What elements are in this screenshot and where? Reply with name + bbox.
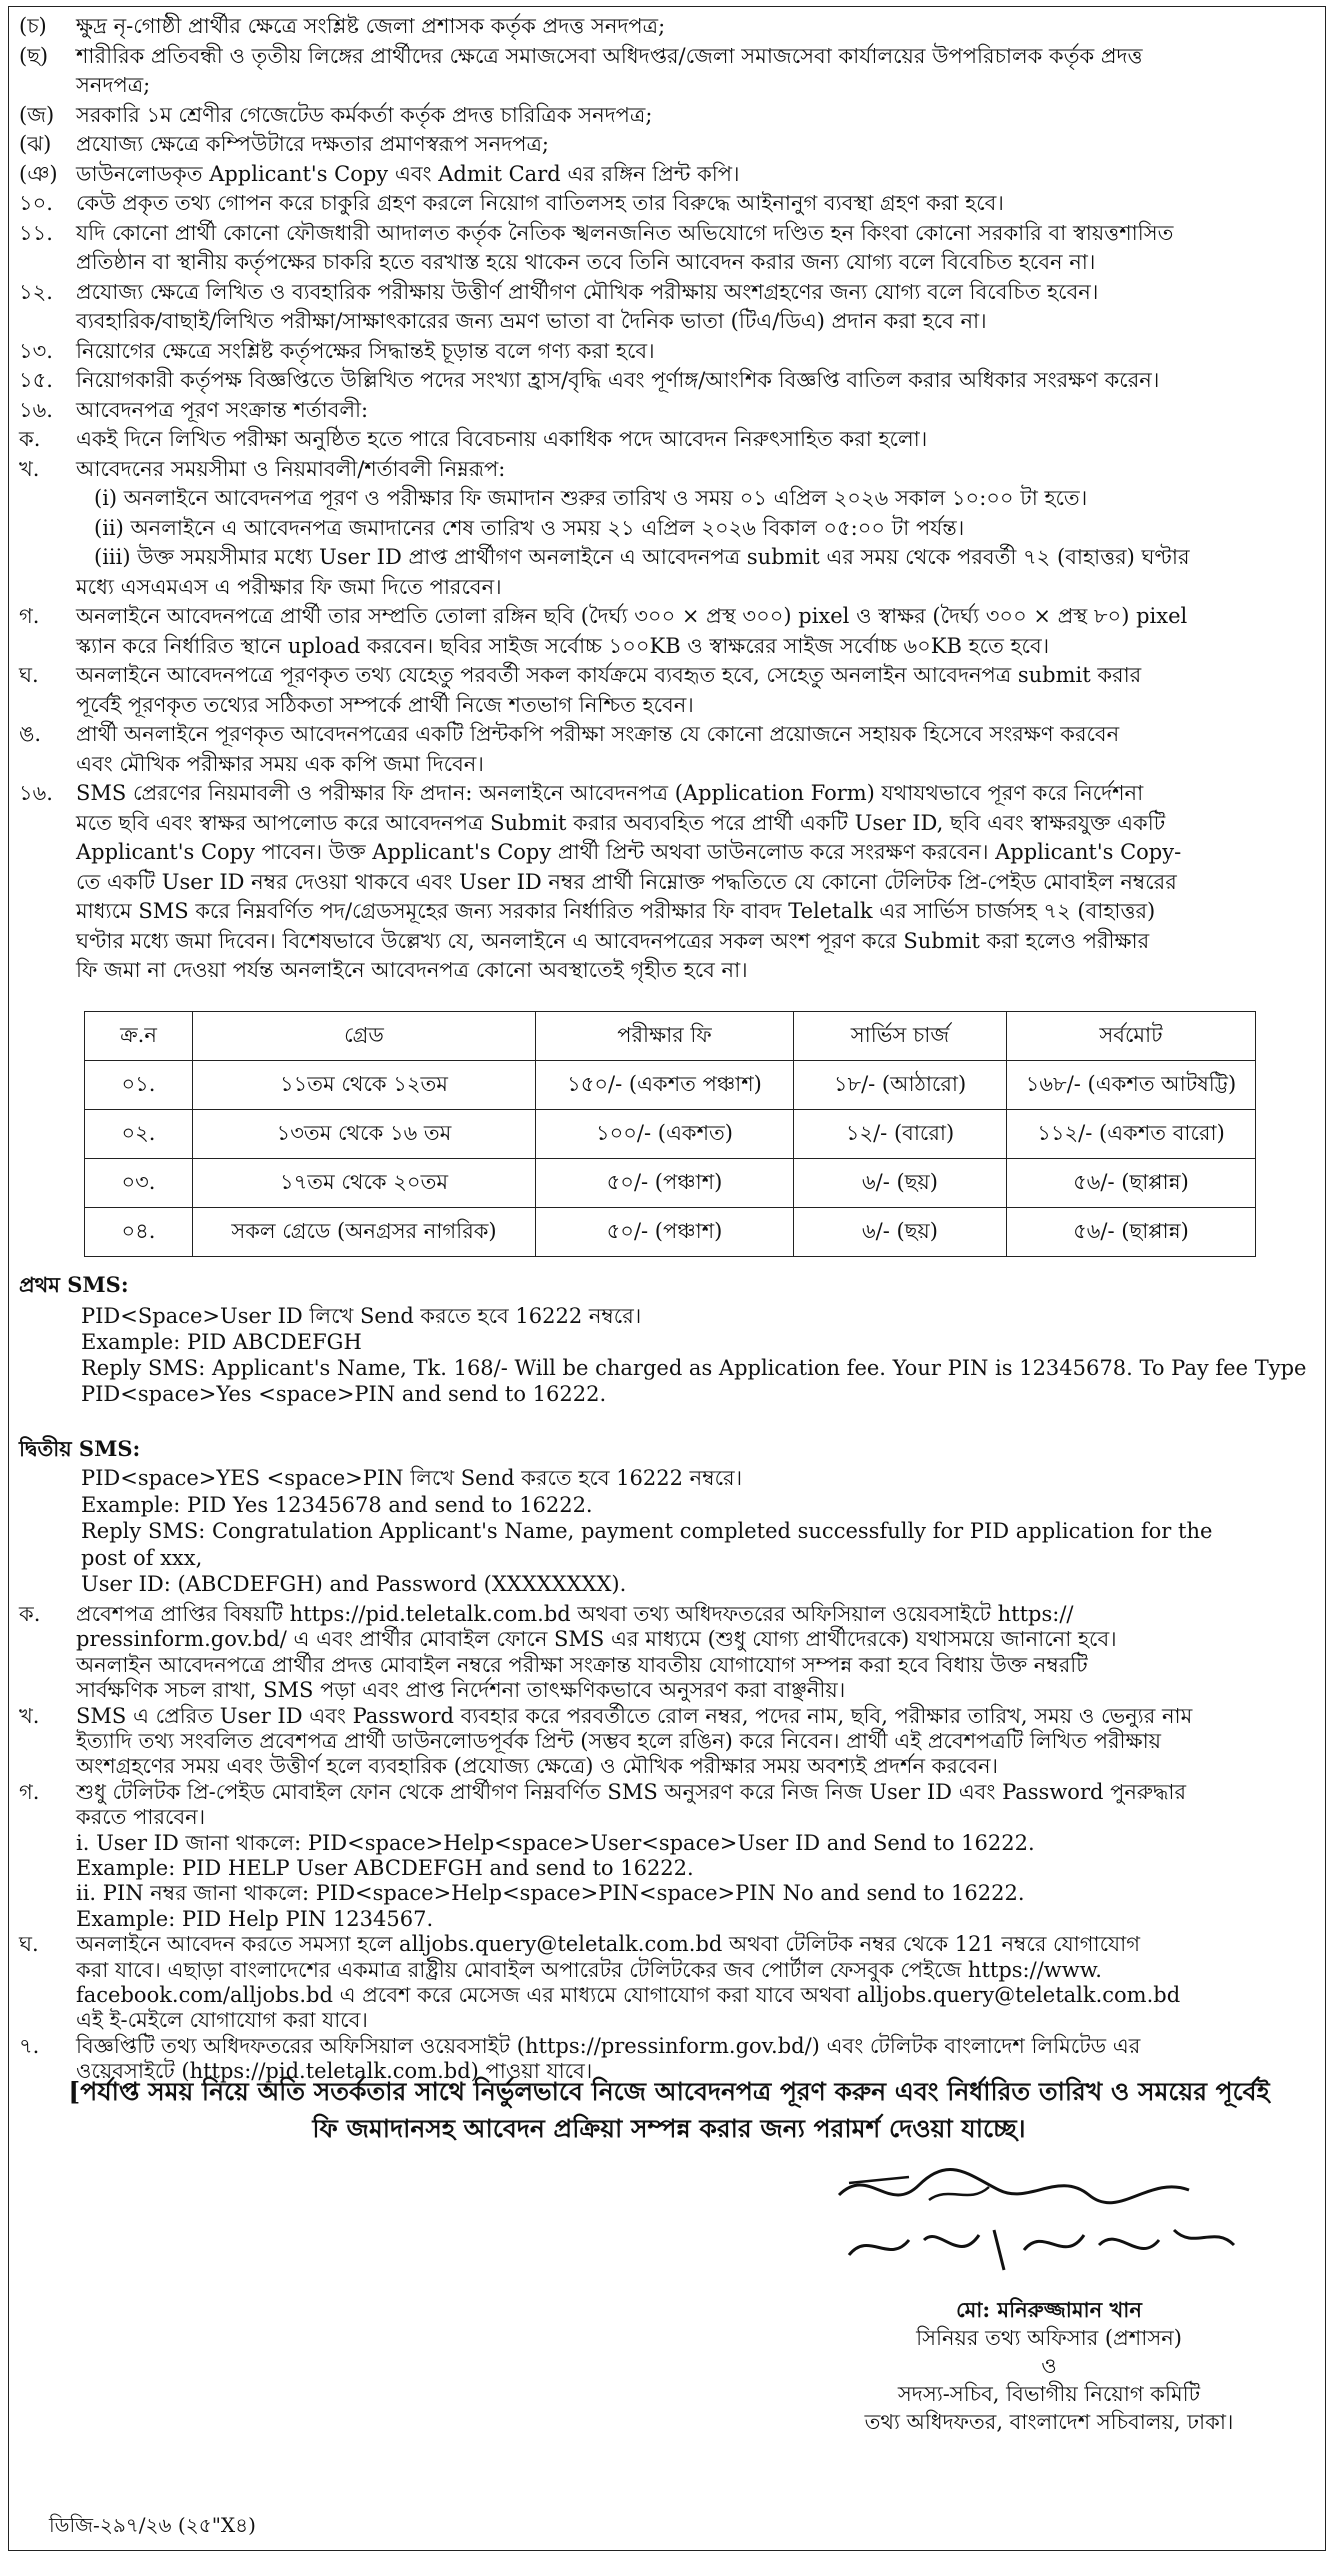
item-marker: ঘ. <box>19 1932 39 1957</box>
item-text: ii. PIN নম্বর জানা থাকলে: PID<space>Help<space>PIN<space>PIN No and send to 16222. <box>76 1881 1025 1906</box>
fee-table-cell: ১৮/- (আঠারো) <box>794 1061 1007 1110</box>
notice-page <box>8 6 1326 2551</box>
item-marker: গ. <box>19 1779 40 1804</box>
fee-table-row <box>85 1110 1256 1159</box>
item-marker: (জ) <box>19 102 55 127</box>
item-text: ক্ষুদ্র নৃ-গোষ্ঠী প্রার্থীর ক্ষেত্রে সংশ্লিষ্ট জেলা প্রশাসক কর্তৃক প্রদত্ত সনদপত্র; <box>76 14 666 38</box>
fee-table-cell: ৫০/- (পঞ্চাশ) <box>536 1208 794 1257</box>
sms-line: PID<space>Yes <space>PIN and send to 16222. <box>81 1382 607 1406</box>
fee-table-cell: ০২. <box>85 1110 193 1159</box>
fee-table <box>84 1011 1256 1257</box>
item-text: পূর্বেই পূরণকৃত তথ্যের সঠিকতা সম্পর্কে প্রার্থী নিজে শতভাগ নিশ্চিত হবেন। <box>76 692 694 717</box>
item-marker: গ. <box>19 604 40 628</box>
fee-table-cell: ১০০/- (একশত) <box>536 1110 794 1159</box>
item-marker: ১২. <box>19 279 53 304</box>
item-marker: খ. <box>19 1703 40 1728</box>
item-text: Applicant's Copy পাবেন। উক্ত Applicant's Copy প্রার্থী প্রিন্ট অথবা ডাউনলোড করে সংরক্ষণ করবেন। Applicant's Copy- <box>76 840 1182 864</box>
item-marker: ১৩. <box>19 338 53 363</box>
item-text: এই ই-মেইলে যোগাযোগ করা যাবে। <box>76 2008 368 2033</box>
item-text: সরকারি ১ম শ্রেণীর গেজেটেড কর্মকর্তা কর্তৃক প্রদত্ত চারিত্রিক সনদপত্র; <box>76 102 653 127</box>
item-marker: (ঝ) <box>19 132 52 156</box>
item-text: ওয়েবসাইটে (https://pid.teletalk.com.bd) পাওয়া যাবে। <box>76 2059 593 2084</box>
fee-table-cell: ১১২/- (একশত বারো) <box>1007 1110 1256 1159</box>
item-text: (ii) অনলাইনে এ আবেদনপত্র জমাদানের শেষ তারিখ ও সময় ২১ এপ্রিল ২০২৬ বিকাল ০৫:০০ টা পর্যন্ত। <box>94 515 965 540</box>
signatory-role: সদস্য-সচিব, বিভাগীয় নিয়োগ কমিটি <box>897 2382 1201 2406</box>
item-marker: ১৫. <box>19 368 53 392</box>
fee-table-row <box>85 1061 1256 1110</box>
handwritten-signature-and-date <box>829 2155 1249 2275</box>
advisory-note-line-2: ফি জমাদানসহ আবেদন প্রক্রিয়া সম্পন্ন করার জন্য পরামর্শ দেওয়া যাচ্ছে। <box>312 2114 1026 2143</box>
item-text: facebook.com/alljobs.bd এ প্রবেশ করে মেসেজ এর মাধ্যমে যোগাযোগ করা যাবে অথবা alljobs.query@teletalk.com.bd <box>76 1983 1181 2007</box>
item-text: ডাউনলোডকৃত Applicant's Copy এবং Admit Card এর রঙ্গিন প্রিন্ট কপি। <box>76 161 740 186</box>
fee-table-cell: ১১তম থেকে ১২তম <box>193 1061 536 1110</box>
item-text: করতে পারবেন। <box>76 1805 206 1830</box>
item-marker: (ঞ) <box>19 161 58 186</box>
item-text: Example: PID Help PIN 1234567. <box>76 1906 434 1931</box>
header-serial: ক্র.ন <box>85 1012 193 1061</box>
item-text: Example: PID HELP User ABCDEFGH and send to 16222. <box>76 1856 694 1880</box>
item-text: SMS এ প্রেরিত User ID এবং Password ব্যবহার করে পরবর্তীতে রোল নম্বর, পদের নাম, ছবি, পরীক্ষার তারিখ, সময় ও ভেন্যুর নাম <box>76 1703 1193 1728</box>
item-text: নিয়োগকারী কর্তৃপক্ষ বিজ্ঞপ্তিতে উল্লিখিত পদের সংখ্যা হ্রাস/বৃদ্ধি এবং পূর্ণাঙ্গ/আংশিক বিজ্ঞপ্তি বাতিল করার অধিকার সংরক্ষণ করেন। <box>76 368 1160 392</box>
item-text: (iii) উক্ত সময়সীমার মধ্যে User ID প্রাপ্ত প্রার্থীগণ অনলাইনে এ আবেদনপত্র submit এর সময় থেকে পরবর্তী ৭২ (বাহাত্তর) ঘণ্টার <box>94 545 1190 569</box>
fee-table-cell: ৬/- (ছয়) <box>794 1208 1007 1257</box>
fee-table-cell: ৬/- (ছয়) <box>794 1159 1007 1208</box>
item-text: অনলাইন আবেদনপত্রে প্রার্থীর প্রদত্ত মোবাইল নম্বরে পরীক্ষা সংক্রান্ত যাবতীয় যোগাযোগ সম্পন্ন করা হবে বিধায় উক্ত নম্বরটি <box>76 1652 1088 1677</box>
item-text: i. User ID জানা থাকলে: PID<space>Help<space>User<space>User ID and Send to 16222. <box>76 1830 1035 1855</box>
sms-line: User ID: (ABCDEFGH) and Password (XXXXXXXX). <box>81 1572 627 1596</box>
item-text: করা যাবে। এছাড়া বাংলাদেশের একমাত্র রাষ্ট্রীয় মোবাইল অপারেটর টেলিটকের জব পোর্টাল ফেসবুক পেইজে https://www. <box>76 1957 1102 1982</box>
sms-line: Reply SMS: Applicant's Name, Tk. 168/- Will be charged as Application fee. Your PIN is 12345678. To Pay fee Type <box>81 1356 1307 1380</box>
signatory-office: তথ্য অধিদফতর, বাংলাদেশ সচিবালয়, ঢাকা। <box>864 2410 1234 2434</box>
fee-table-cell: ১৬৮/- (একশত আটষট্টি) <box>1007 1061 1256 1110</box>
sms-line: PID<space>YES <space>PIN লিখে Send করতে হবে 16222 নম্বরে। <box>81 1466 743 1490</box>
item-marker: ক. <box>19 427 41 451</box>
item-text: অনলাইনে আবেদন করতে সমস্যা হলে alljobs.query@teletalk.com.bd অথবা টেলিটক নম্বর থেকে 121 নম্বরে যোগাযোগ <box>76 1932 1141 1957</box>
item-text: স্ক্যান করে নির্ধারিত স্থানে upload করবেন। ছবির সাইজ সর্বোচ্চ ১০০KB ও স্বাক্ষরের সাইজ সর্বোচ্চ ৬০KB হতে হবে। <box>76 633 1050 658</box>
item-marker: ১৬. <box>19 781 53 805</box>
sms-line: PID<Space>User ID লিখে Send করতে হবে 16222 নম্বরে। <box>81 1304 642 1328</box>
header-grade: গ্রেড <box>193 1012 536 1061</box>
fee-table-row <box>85 1159 1256 1208</box>
item-marker: ১০. <box>19 191 53 215</box>
header-exam-fee: পরীক্ষার ফি <box>536 1012 794 1061</box>
item-text: প্রযোজ্য ক্ষেত্রে লিখিত ও ব্যবহারিক পরীক্ষায় উত্তীর্ণ প্রার্থীগণ মৌখিক পরীক্ষায় অংশগ্রহণের জন্য যোগ্য বলে বিবেচিত হবেন। <box>76 279 1099 304</box>
item-marker: ১৬. <box>19 397 53 422</box>
sms1-heading: প্রথম SMS: <box>19 1272 129 1297</box>
fee-table-cell: সকল গ্রেডে (অনগ্রসর নাগরিক) <box>193 1208 536 1257</box>
item-marker: ১১. <box>19 220 53 245</box>
item-text: প্রতিষ্ঠান বা স্থানীয় কর্তৃপক্ষের চাকরি হতে বরখাস্ত হয়ে থাকেন তবে তিনি আবেদন করার জন্য যোগ্য বলে বিবেচিত হবেন না। <box>76 250 1096 274</box>
sms-line: post of xxx, <box>81 1545 203 1570</box>
item-text: মধ্যে এসএমএস এ পরীক্ষার ফি জমা দিতে পারবেন। <box>76 574 502 599</box>
sms2-heading: দ্বিতীয় SMS: <box>19 1436 141 1461</box>
fee-table-cell: ১২/- (বারো) <box>794 1110 1007 1159</box>
item-text: মাধ্যমে SMS করে নিম্নবর্ণিত পদ/গ্রেডসমূহের জন্য সরকার নির্ধারিত পরীক্ষার ফি বাবদ Teletalk এর সার্ভিস চার্জসহ ৭২ (বাহাত্তর) <box>76 899 1156 923</box>
fee-table-cell: ০৩. <box>85 1159 193 1208</box>
sms-line: Example: PID Yes 12345678 and send to 16222. <box>81 1492 593 1517</box>
fee-table-header <box>85 1012 1256 1061</box>
fee-table-cell: ১৭তম থেকে ২০তম <box>193 1159 536 1208</box>
fee-table-cell: ০৪. <box>85 1208 193 1257</box>
item-text: একই দিনে লিখিত পরীক্ষা অনুষ্ঠিত হতে পারে বিবেচনায় একাধিক পদে আবেদন নিরুৎসাহিত করা হলো। <box>76 427 928 451</box>
item-text: ঘণ্টার মধ্যে জমা দিবেন। বিশেষভাবে উল্লেখ্য যে, অনলাইনে এ আবেদনপত্রের সকল অংশ পূরণ করে Submit করা হলেও পরীক্ষার <box>76 928 1150 953</box>
item-text: ফি জমা না দেওয়া পর্যন্ত অনলাইনে আবেদনপত্র কোনো অবস্থাতেই গৃহীত হবে না। <box>76 958 748 982</box>
item-text: অংশগ্রহণের সময় এবং উত্তীর্ণ হলে ব্যবহারিক (প্রযোজ্য ক্ষেত্রে) ও মৌখিক পরীক্ষার সময় অবশ্যই প্রদর্শন করবেন। <box>76 1754 999 1779</box>
item-text: অনলাইনে আবেদনপত্রে প্রার্থী তার সম্প্রতি তোলা রঙ্গিন ছবি (দৈর্ঘ্য ৩০০ × প্রস্থ ৩০০) pixel ও স্বাক্ষর (দৈর্ঘ্য ৩০০ × প্রস্থ ৮০) pixel <box>76 604 1188 628</box>
fee-table-row <box>85 1208 1256 1257</box>
item-text: সনদপত্র; <box>76 73 151 97</box>
item-text: আবেদনের সময়সীমা ও নিয়মাবলী/শর্তাবলী নিম্নরূপ: <box>76 456 506 481</box>
item-marker: (ছ) <box>19 43 49 68</box>
item-text: আবেদনপত্র পূরণ সংক্রান্ত শর্তাবলী: <box>76 397 369 422</box>
item-text: pressinform.gov.bd/ এ এবং প্রার্থীর মোবাইল ফোনে SMS এর মাধ্যমে (শুধু যোগ্য প্রার্থীদেরকে) যথাসময়ে জানানো হবে। <box>76 1627 1117 1652</box>
signatory-designation: সিনিয়র তথ্য অফিসার (প্রশাসন) <box>916 2326 1182 2350</box>
fee-table-cell: ৫০/- (পঞ্চাশ) <box>536 1159 794 1208</box>
header-total: সর্বমোট <box>1007 1012 1256 1061</box>
item-text: শারীরিক প্রতিবন্ধী ও তৃতীয় লিঙ্গের প্রার্থীদের ক্ষেত্রে সমাজসেবা অধিদপ্তর/জেলা সমাজসেবা কার্যালয়ের উপপরিচালক কর্তৃক প্রদত্ত <box>76 43 1143 68</box>
item-text: প্রার্থী অনলাইনে পূরণকৃত আবেদনপত্রের একটি প্রিন্টকপি পরীক্ষা সংক্রান্ত যে কোনো প্রয়োজনে সহায়ক হিসেবে সংরক্ষণ করবেন <box>76 722 1120 746</box>
item-text: SMS প্রেরণের নিয়মাবলী ও পরীক্ষার ফি প্রদান: অনলাইনে আবেদনপত্র (Application Form) যথাযথভাবে পূরণ করে নির্দেশনা <box>76 781 1144 805</box>
item-text: বিজ্ঞপ্তিটি তথ্য অধিদফতরের অফিসিয়াল ওয়েবসাইট (https://pressinform.gov.bd/) এবং টেলিটক বাংলাদেশ লিমিটেড এর <box>76 2033 1141 2058</box>
header-service-charge: সার্ভিস চার্জ <box>794 1012 1007 1061</box>
item-text: সার্বক্ষণিক সচল রাখা, SMS পড়া এবং প্রাপ্ত নির্দেশনা তাৎক্ষণিকভাবে অনুসরণ করা বাঞ্ছনীয়। <box>76 1678 846 1703</box>
footer-code: ডিজি-২৯৭/২৬ (২৫"X৪) <box>49 2513 256 2537</box>
item-marker: ৭. <box>19 2033 40 2058</box>
item-text: মতে ছবি এবং স্বাক্ষর আপলোড করে আবেদনপত্র Submit করার অব্যবহিত পরে প্রার্থী একটি User ID, ছবি এবং স্বাক্ষরযুক্ত একটি <box>76 810 1166 835</box>
item-marker: ঘ. <box>19 663 39 687</box>
item-text: কেউ প্রকৃত তথ্য গোপন করে চাকুরি গ্রহণ করলে নিয়োগ বাতিলসহ তার বিরুদ্ধে আইনানুগ ব্যবস্থা গ্রহণ করা হবে। <box>76 191 1004 215</box>
fee-table-cell: ৫৬/- (ছাপ্পান্ন) <box>1007 1208 1256 1257</box>
item-text: প্রবেশপত্র প্রাপ্তির বিষয়টি https://pid.teletalk.com.bd অথবা তথ্য অধিদফতরের অফিসিয়াল ওয়েবসাইটে https:// <box>76 1602 1074 1626</box>
sms-line: Reply SMS: Congratulation Applicant's Name, payment completed successfully for PID application for the <box>81 1519 1213 1543</box>
advisory-note-line-1: [পর্যাপ্ত সময় নিয়ে অতি সতর্কতার সাথে নির্ভুলভাবে নিজে আবেদনপত্র পূরণ করুন এবং নির্ধারিত তারিখ ও সময়ের পূর্বেই <box>68 2077 1270 2106</box>
item-text: প্রযোজ্য ক্ষেত্রে কম্পিউটারে দক্ষতার প্রমাণস্বরূপ সনদপত্র; <box>76 132 549 156</box>
item-text: (i) অনলাইনে আবেদনপত্র পূরণ ও পরীক্ষার ফি জমাদান শুরুর তারিখ ও সময় ০১ এপ্রিল ২০২৬ সকাল ১০:০০ টা হতে। <box>94 486 1088 510</box>
signatory-name: মো: মনিরুজ্জামান খান <box>956 2297 1142 2322</box>
item-text: এবং মৌখিক পরীক্ষার সময় এক কপি জমা দিবেন। <box>76 751 484 776</box>
item-marker: খ. <box>19 456 40 481</box>
fee-table-cell: ১৩তম থেকে ১৬ তম <box>193 1110 536 1159</box>
item-text: অনলাইনে আবেদনপত্রে পূরণকৃত তথ্য যেহেতু পরবর্তী সকল কার্যক্রমে ব্যবহৃত হবে, সেহেতু অনলাইন আবেদনপত্র submit করার <box>76 663 1142 687</box>
item-text: ব্যবহারিক/বাছাই/লিখিত পরীক্ষা/সাক্ষাৎকারের জন্য ভ্রমণ ভাতা বা দৈনিক ভাতা (টিএ/ডিএ) প্রদান করা হবে না। <box>76 309 987 333</box>
sms-line: Example: PID ABCDEFGH <box>81 1330 362 1354</box>
signatory-and: ও <box>1041 2354 1057 2378</box>
fee-table-cell: ৫৬/- (ছাপ্পান্ন) <box>1007 1159 1256 1208</box>
item-marker: ক. <box>19 1602 41 1626</box>
fee-table-cell: ১৫০/- (একশত পঞ্চাশ) <box>536 1061 794 1110</box>
item-text: ইত্যাদি তথ্য সংবলিত প্রবেশপত্র প্রার্থী ডাউনলোডপূর্বক প্রিন্ট (সম্ভব হলে রঙিন) করে নিবেন। প্রার্থী এই প্রবেশপত্রটি লিখিত পরীক্ষায় <box>76 1729 1162 1753</box>
item-text: নিয়োগের ক্ষেত্রে সংশ্লিষ্ট কর্তৃপক্ষের সিদ্ধান্তই চূড়ান্ত বলে গণ্য করা হবে। <box>76 338 655 363</box>
item-marker: (চ) <box>19 14 47 38</box>
item-text: তে একটি User ID নম্বর দেওয়া থাকবে এবং User ID নম্বর প্রার্থী নিম্নোক্ত পদ্ধতিতে যে কোনো টেলিটক প্রি-পেইড মোবাইল নম্বরের <box>76 869 1177 894</box>
item-marker: ঙ. <box>19 722 42 746</box>
fee-table-cell: ০১. <box>85 1061 193 1110</box>
item-text: যদি কোনো প্রার্থী কোনো ফৌজধারী আদালত কর্তৃক নৈতিক স্খলনজনিত অভিযোগে দণ্ডিত হন কিংবা কোনো সরকারি বা স্বায়ত্তশাসিত <box>76 220 1174 245</box>
item-text: শুধু টেলিটক প্রি-পেইড মোবাইল ফোন থেকে প্রার্থীগণ নিম্নবর্ণিত SMS অনুসরণ করে নিজ নিজ User ID এবং Password পুনরুদ্ধার <box>76 1779 1187 1804</box>
